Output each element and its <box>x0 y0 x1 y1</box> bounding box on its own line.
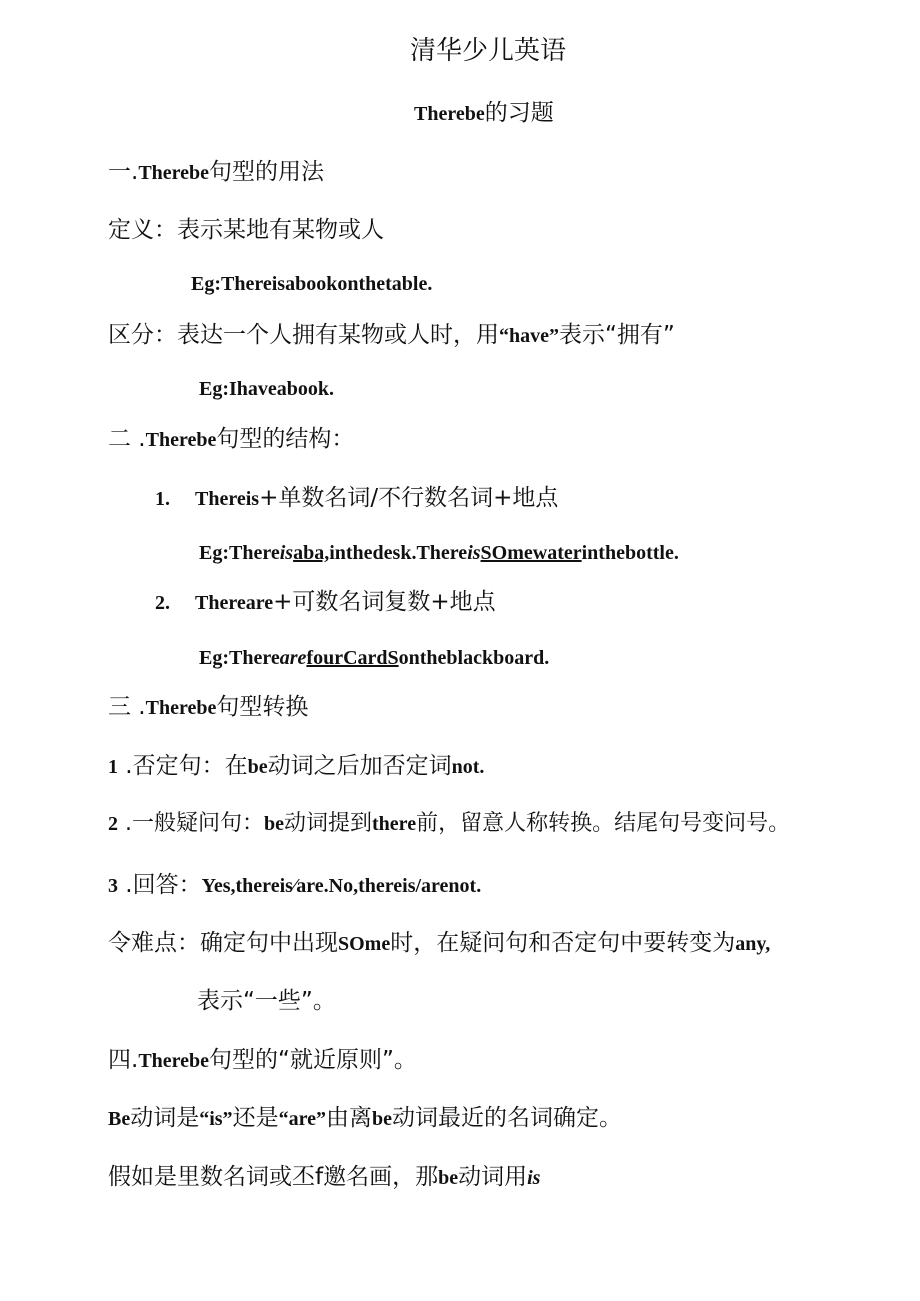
eg-italic: is <box>467 542 481 564</box>
difficulty-line <box>108 928 770 959</box>
rule-text: 动词提到 <box>284 811 373 836</box>
heading-prefix: 二 . <box>108 426 146 452</box>
item-zh: +单数名词/不行数名词+地点 <box>259 485 559 511</box>
heading-zh: 句型的结构： <box>216 426 355 452</box>
eg-underlined: SOmewater <box>480 542 582 564</box>
distinction-text-2: 表示“拥有” <box>559 322 675 348</box>
eg-italic: is <box>279 542 294 564</box>
rule-number: 3 <box>108 875 118 897</box>
item-en: Thereare <box>195 592 274 614</box>
rule-number: 1 <box>108 756 118 778</box>
difficulty-text: 时，在疑问句和否定句中要转变为 <box>390 930 736 956</box>
eg-text: Eg:There <box>199 542 280 564</box>
rule-en: not. <box>451 756 485 778</box>
rule-text: 动词是 <box>130 1105 200 1131</box>
rule-text: 动词最近的名词确定。 <box>391 1105 622 1131</box>
rule-en: Yes,thereis⁄are.No,thereis/arenot. <box>201 875 482 897</box>
heading-prefix: 三 . <box>108 694 146 720</box>
distinction-quote: “have” <box>499 325 559 347</box>
rule-en: there <box>372 813 417 835</box>
nearest-rule-line-2 <box>108 1162 540 1193</box>
heading-en: Therebe <box>145 429 217 451</box>
rule-text: 假如是里数名词或丕f邀名画，那 <box>108 1164 439 1190</box>
rule-en: Be <box>108 1108 131 1130</box>
item-en: Thereis <box>195 488 260 510</box>
difficulty-text: 令难点：确定句中出现 <box>108 930 338 956</box>
rule-text: 前，留意人称转换。结尾句号变问号。 <box>416 811 791 836</box>
section-4-heading <box>108 1045 417 1076</box>
eg-underlined: fourCardS <box>306 647 399 669</box>
structure-item-2 <box>155 587 496 618</box>
heading-prefix: 四. <box>108 1047 139 1073</box>
distinction-text: 区分：表达一个人拥有某物或人时，用 <box>108 322 499 348</box>
eg-text: inthedesk.There <box>329 542 468 564</box>
heading-prefix: 一. <box>108 159 139 185</box>
section-3-heading <box>108 692 308 723</box>
rule-text: .否定句：在 <box>118 753 248 779</box>
difficulty-en: any, <box>735 933 771 955</box>
subtitle-en: Therebe <box>414 103 485 125</box>
difficulty-line-2: 表示“一些”。 <box>197 988 336 1014</box>
example-line-2: Eg:Ihaveabook. <box>199 378 335 400</box>
item-zh: +可数名词复数+地点 <box>273 589 496 615</box>
rule-en: “is” <box>199 1108 233 1130</box>
eg-text: ontheblackboard. <box>398 647 550 669</box>
item-number: 2. <box>155 592 170 614</box>
rule-en-italic: is <box>527 1167 541 1189</box>
rule-en: be <box>371 1108 392 1130</box>
rule-text: .一般疑问句： <box>118 811 264 836</box>
section-1-heading <box>108 157 324 188</box>
subtitle-zh: 的习题 <box>484 100 554 126</box>
heading-zh: 句型的用法 <box>209 159 325 185</box>
structure-item-1 <box>155 483 558 514</box>
rule-1 <box>108 751 484 782</box>
example-line-3 <box>199 538 679 568</box>
section-2-heading <box>108 424 354 455</box>
rule-en: be <box>247 756 268 778</box>
rule-text: 由离 <box>325 1105 372 1131</box>
heading-en: Therebe <box>145 697 217 719</box>
rule-text: .回答： <box>118 872 202 898</box>
rule-text: 动词之后加否定词 <box>267 753 452 779</box>
example-line-4 <box>199 643 549 673</box>
rule-en: “are” <box>278 1108 326 1130</box>
rule-2 <box>108 809 790 839</box>
example-line-1: Eg:Thereisabookonthetable. <box>191 273 433 295</box>
item-number: 1. <box>155 488 170 510</box>
eg-text: Eg:There <box>199 647 280 669</box>
heading-zh: 句型的“就近原则”。 <box>209 1047 417 1073</box>
definition-line: 定义：表示某地有某物或人 <box>108 217 384 243</box>
rule-en: be <box>264 813 284 835</box>
page-title: 清华少儿英语 <box>409 36 566 66</box>
rule-en: be <box>438 1167 459 1189</box>
distinction-line <box>108 320 675 351</box>
heading-zh: 句型转换 <box>216 694 309 720</box>
eg-italic: are <box>279 647 307 669</box>
nearest-rule-line <box>108 1103 622 1134</box>
eg-text: inthebottle. <box>581 542 679 564</box>
heading-en: Therebe <box>138 162 210 184</box>
eg-underlined: aba, <box>293 542 330 564</box>
rule-3 <box>108 870 481 901</box>
difficulty-en: SOme <box>338 933 391 955</box>
rule-text: 还是 <box>232 1105 279 1131</box>
subtitle <box>414 98 554 129</box>
rule-number: 2 <box>108 813 118 835</box>
heading-en: Therebe <box>138 1050 210 1072</box>
rule-text: 动词用 <box>458 1164 528 1190</box>
